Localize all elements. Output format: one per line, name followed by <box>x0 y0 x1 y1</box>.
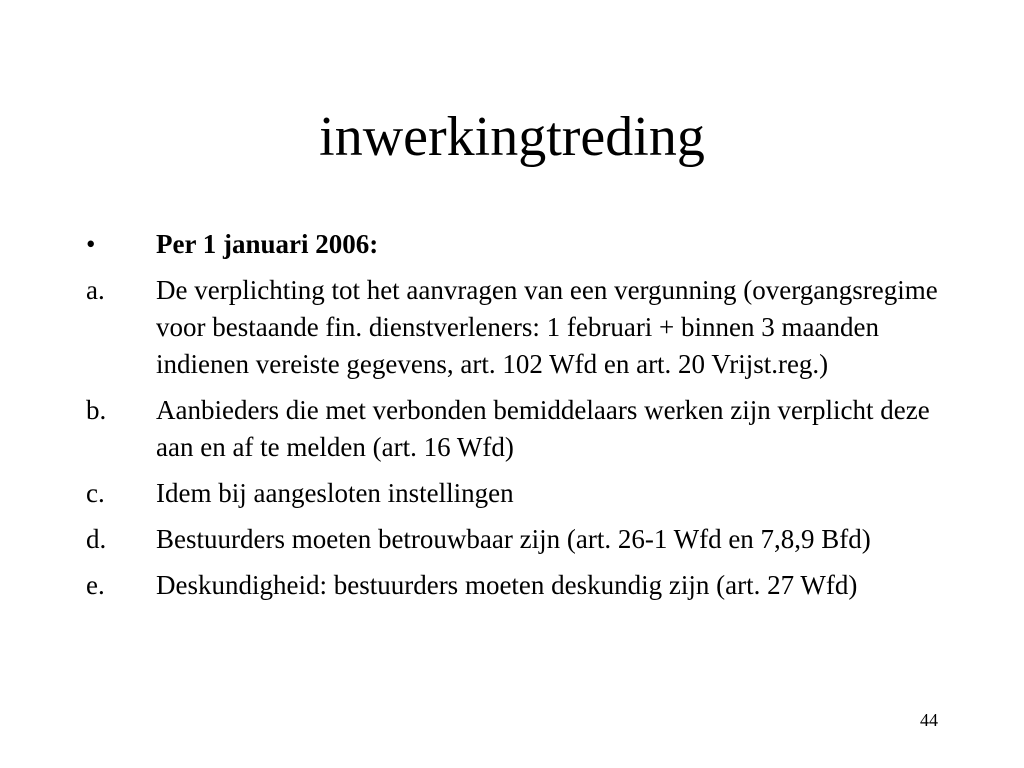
item-text: Per 1 januari 2006: <box>156 229 379 259</box>
letter-marker: d. <box>86 524 107 554</box>
list-item <box>86 272 956 383</box>
list-item <box>86 475 956 512</box>
letter-marker: e. <box>86 570 105 600</box>
item-text: Deskundigheid: bestuurders moeten deskundig zijn (art. 27 Wfd) <box>156 570 858 600</box>
item-text: Aanbieders die met verbonden bemiddelaars werken zijn verplicht deze aan en af te melden (art. 16 Wfd) <box>156 395 930 462</box>
letter-marker: a. <box>86 275 105 305</box>
slide-title: inwerkingtreding <box>319 106 705 168</box>
item-text: Idem bij aangesloten instellingen <box>156 478 514 508</box>
slide-page-number: 44 <box>920 710 938 730</box>
letter-marker: b. <box>86 395 107 425</box>
list-item <box>86 226 956 263</box>
item-text: Bestuurders moeten betrouwbaar zijn (art. 26-1 Wfd en 7,8,9 Bfd) <box>156 524 871 554</box>
bullet-marker: • <box>86 229 96 259</box>
item-text: De verplichting tot het aanvragen van een vergunning (overgangsregime voor bestaande fin. dienstverleners: 1 februari + binnen 3 maanden indienen vereiste gegevens, art. 102 Wfd en art. 20 Vrijst.reg.) <box>156 275 938 379</box>
letter-marker: c. <box>86 478 105 508</box>
list-item <box>86 567 956 604</box>
slide-content-list <box>86 226 956 613</box>
list-item <box>86 392 956 466</box>
list-item <box>86 521 956 558</box>
